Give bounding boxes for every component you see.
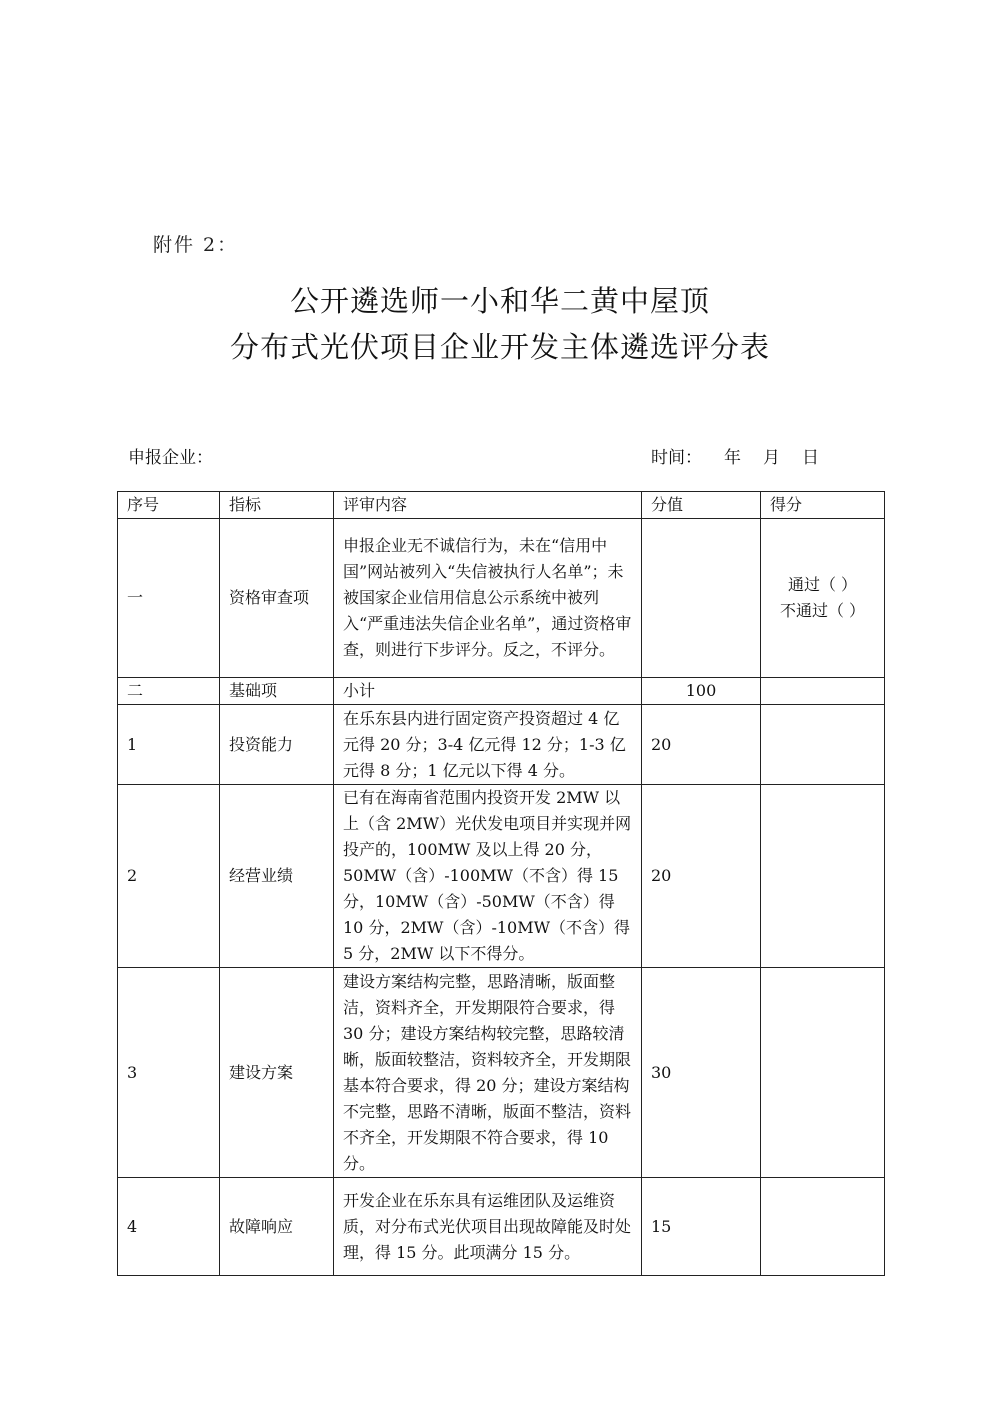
- row-indicator: 投资能力: [220, 705, 334, 785]
- row-points: [761, 785, 885, 968]
- row-score: 30: [642, 968, 761, 1178]
- year-label: 年: [724, 448, 741, 468]
- row-score: 20: [642, 705, 761, 785]
- header-score: 分值: [642, 492, 761, 519]
- day-label: 日: [802, 448, 819, 468]
- basic-content: 小计: [334, 678, 642, 705]
- attachment-label: 附件 2：: [153, 234, 239, 256]
- pass-option: 通过（ ）: [787, 575, 858, 594]
- row-content: 在乐东县内进行固定资产投资超过 4 亿元得 20 分；3-4 亿元得 12 分；1-3 亿元得 8 分；1 亿元以下得 4 分。: [334, 705, 642, 785]
- qualification-indicator: 资格审查项: [220, 519, 334, 678]
- row-content: 已有在海南省范围内投资开发 2MW 以上（含 2MW）光伏发电项目并实现并网投产的，100MW 及以上得 20 分，50MW（含）-100MW（不含）得 15 分，10MW（含）-50MW（不含）得 10 分，2MW（含）-10MW（不含）得 5 分，2MW 以下不得分。: [334, 785, 642, 968]
- row-indicator: 经营业绩: [220, 785, 334, 968]
- row-seq: 2: [118, 785, 220, 968]
- header-indicator: 指标: [220, 492, 334, 519]
- row-content: 开发企业在乐东具有运维团队及运维资质，对分布式光伏项目出现故障能及时处理，得 15 分。此项满分 15 分。: [334, 1178, 642, 1276]
- row-seq: 4: [118, 1178, 220, 1276]
- row-indicator: 故障响应: [220, 1178, 334, 1276]
- row-indicator: 建设方案: [220, 968, 334, 1178]
- basic-points: [761, 678, 885, 705]
- row-score: 15: [642, 1178, 761, 1276]
- row-points: [761, 968, 885, 1178]
- row-score: 20: [642, 785, 761, 968]
- table-row: [118, 968, 885, 1178]
- table-header-row: [118, 492, 885, 519]
- scoring-table: [117, 491, 885, 1276]
- qualification-content: 申报企业无不诚信行为，未在“信用中国”网站被列入“失信被执行人名单”；未被国家企业信用信息公示系统中被列入“严重违法失信企业名单”，通过资格审查，则进行下步评分。反之，不评分。: [334, 519, 642, 678]
- qualification-row: [118, 519, 885, 678]
- fail-option: 不通过（ ）: [779, 601, 866, 620]
- month-label: 月: [763, 448, 780, 468]
- row-points: [761, 705, 885, 785]
- basic-score: 100: [642, 678, 761, 705]
- header-seq: 序号: [118, 492, 220, 519]
- row-content: 建设方案结构完整，思路清晰，版面整洁，资料齐全，开发期限符合要求，得 30 分；建设方案结构较完整，思路较清晰，版面较整洁，资料较齐全，开发期限基本符合要求，得 20 分；建设方案结构不完整，思路不清晰，版面不整洁，资料不齐全，开发期限不符合要求，得 10 分。: [334, 968, 642, 1178]
- time-label: 时间：: [651, 448, 702, 468]
- table-row: [118, 1178, 885, 1276]
- table-row: [118, 785, 885, 968]
- page-title-line-2: 分布式光伏项目企业开发主体遴选评分表: [229, 330, 770, 364]
- date-line: [651, 443, 819, 468]
- company-label: 申报企业：: [128, 448, 213, 468]
- qualification-score: [642, 519, 761, 678]
- header-points: 得分: [761, 492, 885, 519]
- qualification-seq: 一: [118, 519, 220, 678]
- header-content: 评审内容: [334, 492, 642, 519]
- row-seq: 3: [118, 968, 220, 1178]
- row-seq: 1: [118, 705, 220, 785]
- basic-row: [118, 678, 885, 705]
- page-title-line-1: 公开遴选师一小和华二黄中屋顶: [289, 284, 710, 318]
- basic-indicator: 基础项: [220, 678, 334, 705]
- qualification-result: [761, 519, 885, 678]
- basic-seq: 二: [118, 678, 220, 705]
- table-row: [118, 705, 885, 785]
- row-points: [761, 1178, 885, 1276]
